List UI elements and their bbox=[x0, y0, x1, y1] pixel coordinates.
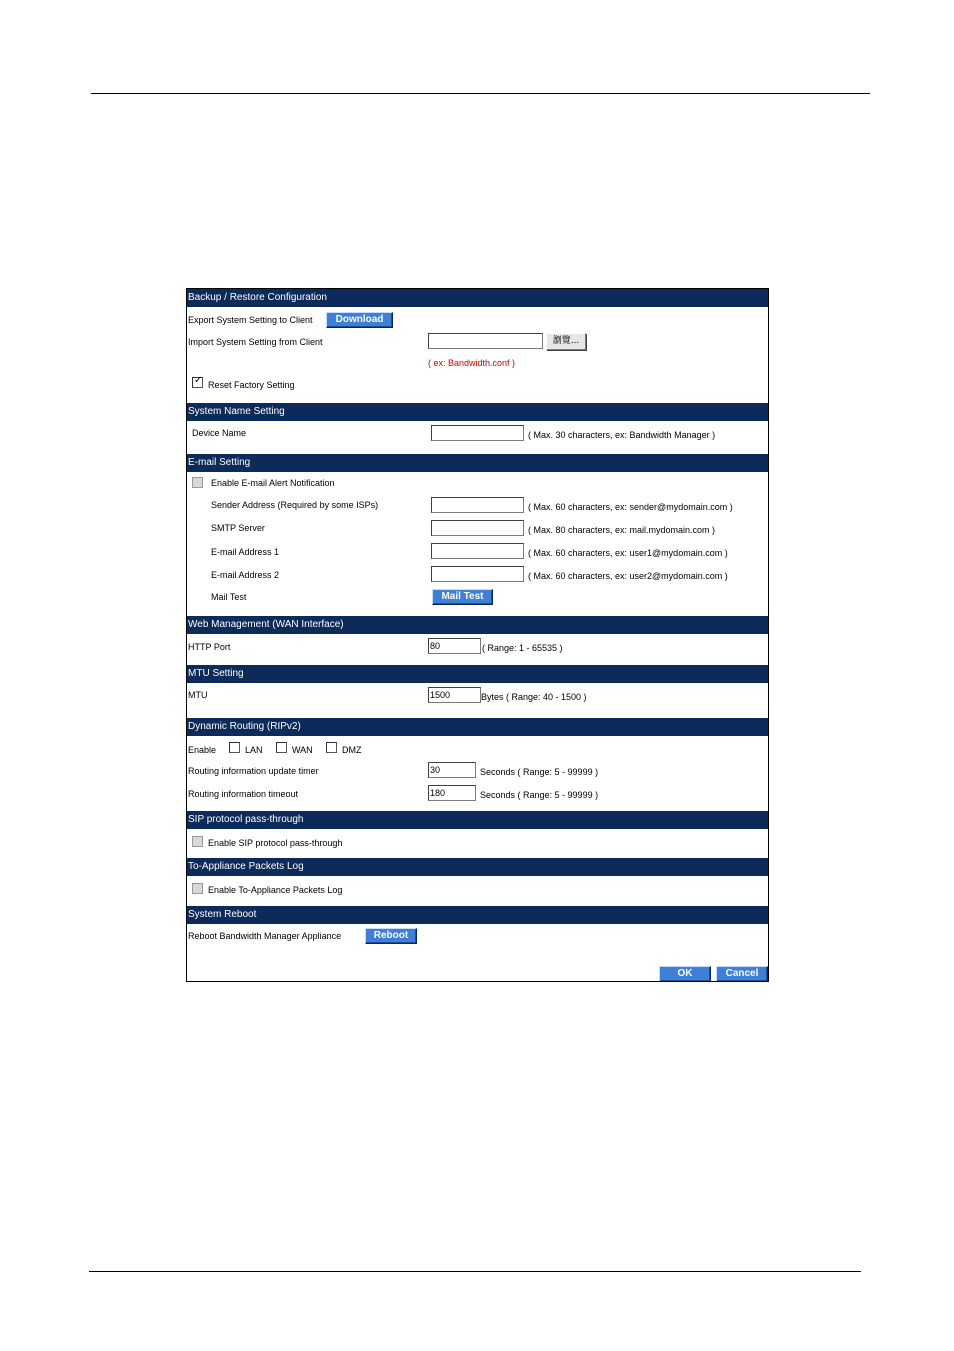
packets-log-header: To-Appliance Packets Log bbox=[187, 858, 768, 876]
config-panel bbox=[186, 288, 769, 982]
web-management-header: Web Management (WAN Interface) bbox=[187, 616, 768, 634]
device-name-input[interactable] bbox=[431, 425, 524, 441]
email-address-2-label: E-mail Address 2 bbox=[211, 570, 280, 580]
smtp-server-input[interactable] bbox=[431, 520, 524, 536]
reboot-label: Reboot Bandwidth Manager Appliance bbox=[188, 931, 342, 941]
mtu-hint: Bytes ( Range: 40 - 1500 ) bbox=[481, 692, 587, 702]
mtu-label: MTU bbox=[188, 690, 208, 700]
import-file-input[interactable] bbox=[428, 333, 543, 349]
update-timer-input[interactable]: 30 bbox=[428, 762, 476, 778]
http-port-input[interactable]: 80 bbox=[428, 638, 481, 654]
download-button[interactable]: Download bbox=[326, 312, 393, 328]
sip-enable-checkbox[interactable] bbox=[192, 836, 203, 847]
page-top-rule bbox=[91, 93, 870, 94]
timeout-label: Routing information timeout bbox=[188, 789, 299, 799]
http-port-hint: ( Range: 1 - 65535 ) bbox=[482, 643, 563, 653]
device-name-label: Device Name bbox=[192, 428, 247, 438]
import-label: Import System Setting from Client bbox=[188, 337, 323, 347]
sender-address-input[interactable] bbox=[431, 497, 524, 513]
mtu-header: MTU Setting bbox=[187, 665, 768, 683]
email-address-1-label: E-mail Address 1 bbox=[211, 547, 280, 557]
update-timer-hint: Seconds ( Range: 5 - 99999 ) bbox=[480, 767, 599, 777]
ok-button[interactable]: OK bbox=[659, 966, 711, 982]
mail-test-label: Mail Test bbox=[211, 592, 247, 602]
http-port-label: HTTP Port bbox=[188, 642, 231, 652]
email-address-1-hint: ( Max. 60 characters, ex: user1@mydomain.com ) bbox=[528, 548, 728, 558]
dynamic-routing-header: Dynamic Routing (RIPv2) bbox=[187, 718, 768, 736]
enable-email-checkbox[interactable] bbox=[192, 477, 203, 488]
smtp-server-hint: ( Max. 80 characters, ex: mail.mydomain.com ) bbox=[528, 525, 716, 535]
routing-lan-checkbox[interactable] bbox=[229, 742, 240, 753]
backup-restore-header: Backup / Restore Configuration bbox=[187, 289, 768, 307]
email-address-2-input[interactable] bbox=[431, 566, 524, 582]
browse-button[interactable]: 瀏覽... bbox=[546, 333, 586, 350]
smtp-server-label: SMTP Server bbox=[211, 523, 265, 533]
reset-factory-label: Reset Factory Setting bbox=[208, 380, 295, 390]
export-label: Export System Setting to Client bbox=[188, 315, 313, 325]
timeout-hint: Seconds ( Range: 5 - 99999 ) bbox=[480, 790, 599, 800]
device-name-hint: ( Max. 30 characters, ex: Bandwidth Manager ) bbox=[528, 430, 716, 440]
reset-factory-checkbox[interactable] bbox=[192, 377, 203, 388]
update-timer-label: Routing information update timer bbox=[188, 766, 319, 776]
mail-test-button[interactable]: Mail Test bbox=[432, 589, 493, 605]
sip-enable-label: Enable SIP protocol pass-through bbox=[208, 838, 343, 848]
packets-log-checkbox[interactable] bbox=[192, 883, 203, 894]
page-bottom-rule bbox=[89, 1271, 861, 1272]
import-hint: ( ex: Bandwidth.conf ) bbox=[428, 358, 516, 368]
cancel-button[interactable]: Cancel bbox=[716, 966, 768, 982]
routing-enable-label: Enable bbox=[188, 745, 217, 755]
reboot-button[interactable]: Reboot bbox=[365, 928, 417, 944]
enable-email-label: Enable E-mail Alert Notification bbox=[211, 478, 335, 488]
sender-address-hint: ( Max. 60 characters, ex: sender@mydomain.com ) bbox=[528, 502, 733, 512]
email-address-2-hint: ( Max. 60 characters, ex: user2@mydomain.com ) bbox=[528, 571, 728, 581]
routing-wan-label: WAN bbox=[292, 745, 313, 755]
mtu-input[interactable]: 1500 bbox=[428, 687, 481, 703]
email-header: E-mail Setting bbox=[187, 454, 768, 472]
sender-address-label: Sender Address (Required by some ISPs) bbox=[211, 500, 379, 510]
routing-lan-label: LAN bbox=[245, 745, 263, 755]
system-name-header: System Name Setting bbox=[187, 403, 768, 421]
system-reboot-header: System Reboot bbox=[187, 906, 768, 924]
routing-wan-checkbox[interactable] bbox=[276, 742, 287, 753]
packets-log-label: Enable To-Appliance Packets Log bbox=[208, 885, 343, 895]
email-address-1-input[interactable] bbox=[431, 543, 524, 559]
routing-dmz-label: DMZ bbox=[342, 745, 362, 755]
routing-dmz-checkbox[interactable] bbox=[326, 742, 337, 753]
check-mark-icon: ✓ bbox=[194, 375, 203, 386]
timeout-input[interactable]: 180 bbox=[428, 785, 476, 801]
sip-header: SIP protocol pass-through bbox=[187, 811, 768, 829]
